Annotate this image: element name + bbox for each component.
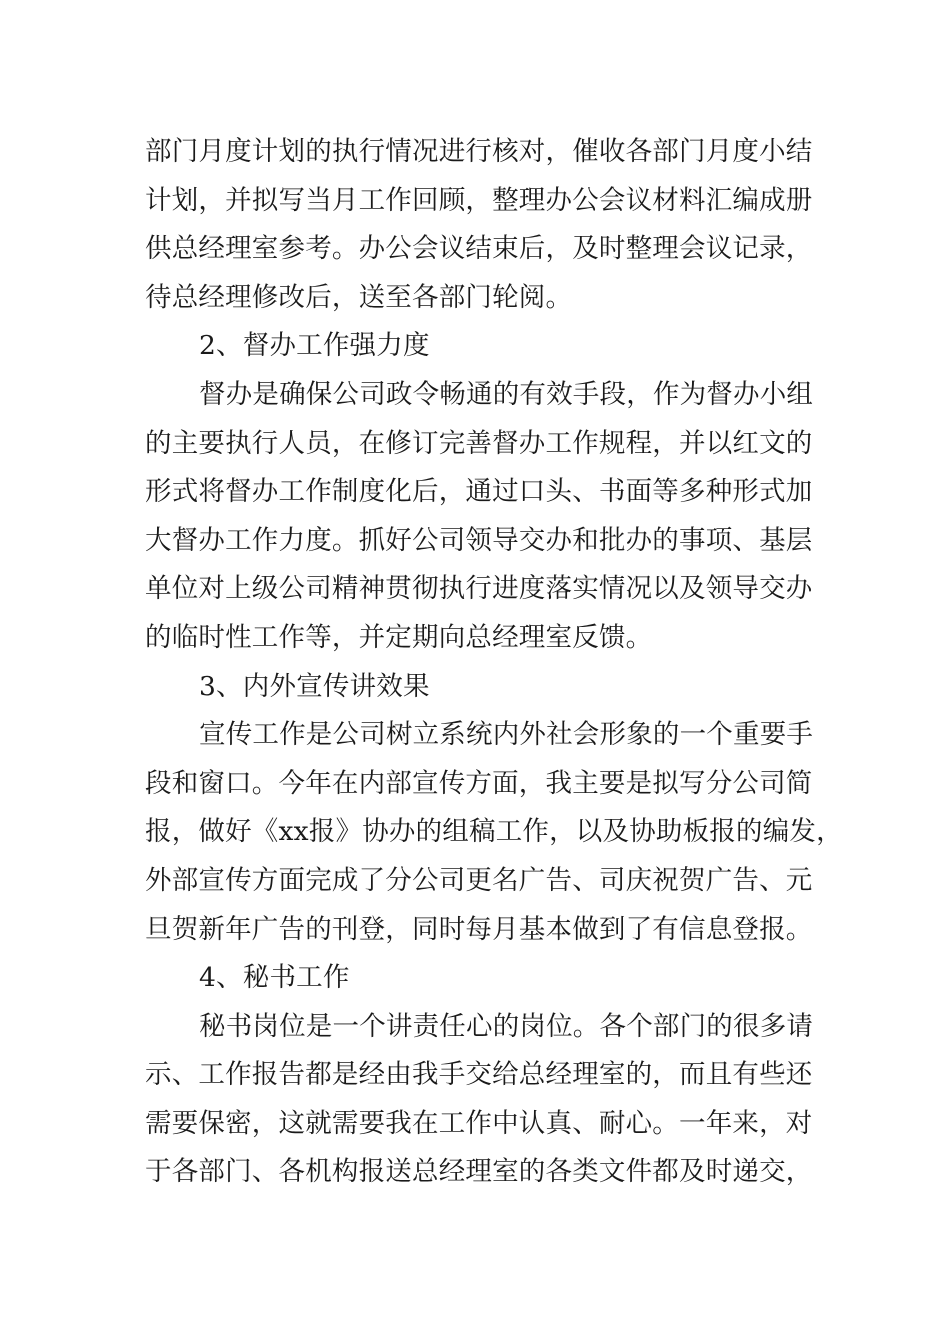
section-heading: 2、督办工作强力度 [199,330,430,362]
body-line: 部门月度计划的执行情况进行核对，催收各部门月度小结 [145,136,813,167]
body-line: 报，做好《xx报》协办的组稿工作，以及协助板报的编发， [145,816,843,848]
paragraph-first-line: 秘书岗位是一个讲责任心的岗位。各个部门的很多请 [199,1010,814,1042]
body-line: 大督办工作力度。抓好公司领导交办和批办的事项、基层 [145,524,813,556]
body-line: 外部宣传方面完成了分公司更名广告、司庆祝贺广告、元 [145,864,813,896]
body-line: 形式将督办工作制度化后，通过口头、书面等多种形式加 [145,476,813,508]
body-line: 待总经理修改后，送至各部门轮阅。 [145,281,573,313]
body-line: 需要保密，这就需要我在工作中认真、耐心。一年来，对 [145,1107,813,1139]
paragraph-first-line: 宣传工作是公司树立系统内外社会形象的一个重要手 [199,719,814,751]
document-body [145,128,843,1197]
body-line: 于各部门、各机构报送总经理室的各类文件都及时递交， [145,1156,813,1188]
paragraph-first-line: 督办是确保公司政令畅通的有效手段，作为督办小组 [199,378,814,410]
section-heading: 4、秘书工作 [199,962,350,994]
body-line: 的主要执行人员，在修订完善督办工作规程，并以红文的 [145,427,813,459]
body-line: 旦贺新年广告的刊登，同时每月基本做到了有信息登报。 [145,913,813,945]
section-heading: 3、内外宣传讲效果 [199,670,430,702]
body-line: 单位对上级公司精神贯彻执行进度落实情况以及领导交办 [145,573,813,605]
body-line: 计划，并拟写当月工作回顾，整理办公会议材料汇编成册 [145,184,813,216]
body-line: 示、工作报告都是经由我手交给总经理室的，而且有些还 [145,1059,813,1091]
body-line: 段和窗口。今年在内部宣传方面，我主要是拟写分公司简 [145,767,813,799]
body-line: 的临时性工作等，并定期向总经理室反馈。 [145,621,653,653]
body-line: 供总经理室参考。办公会议结束后，及时整理会议记录， [145,233,813,265]
